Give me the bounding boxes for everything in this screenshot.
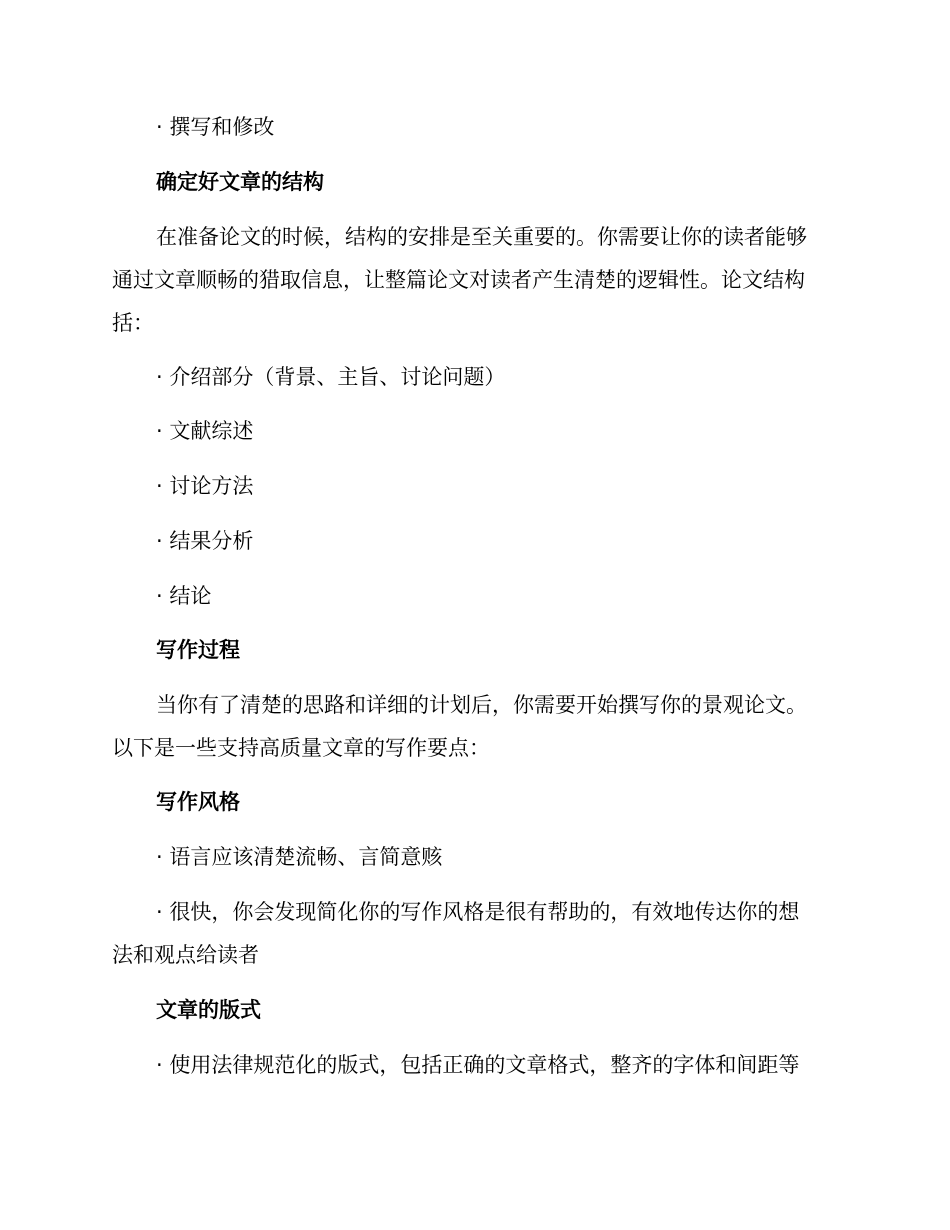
paragraph-line: 括： <box>112 311 154 335</box>
paragraph-line: 当你有了清楚的思路和详细的计划后，你需要开始撰写你的景观论文。 <box>156 693 807 717</box>
paragraph-line: 通过文章顺畅的猎取信息，让整篇论文对读者产生清楚的逻辑性。论文结构 <box>112 268 805 292</box>
bullet-item: · 介绍部分（背景、主旨、讨论问题） <box>156 365 506 389</box>
bullet-item: · 结论 <box>156 584 212 608</box>
bullet-item: · 结果分析 <box>156 529 254 553</box>
section-heading: 文章的版式 <box>156 998 261 1022</box>
bullet-item: · 语言应该清楚流畅、言简意赅 <box>156 845 443 869</box>
section-heading: 确定好文章的结构 <box>156 170 324 194</box>
bullet-item-continuation: 法和观点给读者 <box>112 943 259 967</box>
paragraph-line: 以下是一些支持高质量文章的写作要点： <box>112 736 490 760</box>
bullet-item: · 文献综述 <box>156 419 254 443</box>
bullet-item: · 很快，你会发现简化你的写作风格是很有帮助的，有效地传达你的想 <box>156 900 800 924</box>
bullet-item: · 讨论方法 <box>156 474 254 498</box>
bullet-item: · 使用法律规范化的版式，包括正确的文章格式，整齐的字体和间距等 <box>156 1053 800 1077</box>
section-heading: 写作风格 <box>156 790 240 814</box>
bullet-item: · 撰写和修改 <box>156 115 275 139</box>
paragraph-line: 在准备论文的时候，结构的安排是至关重要的。你需要让你的读者能够 <box>156 225 807 249</box>
section-heading: 写作过程 <box>156 638 240 662</box>
